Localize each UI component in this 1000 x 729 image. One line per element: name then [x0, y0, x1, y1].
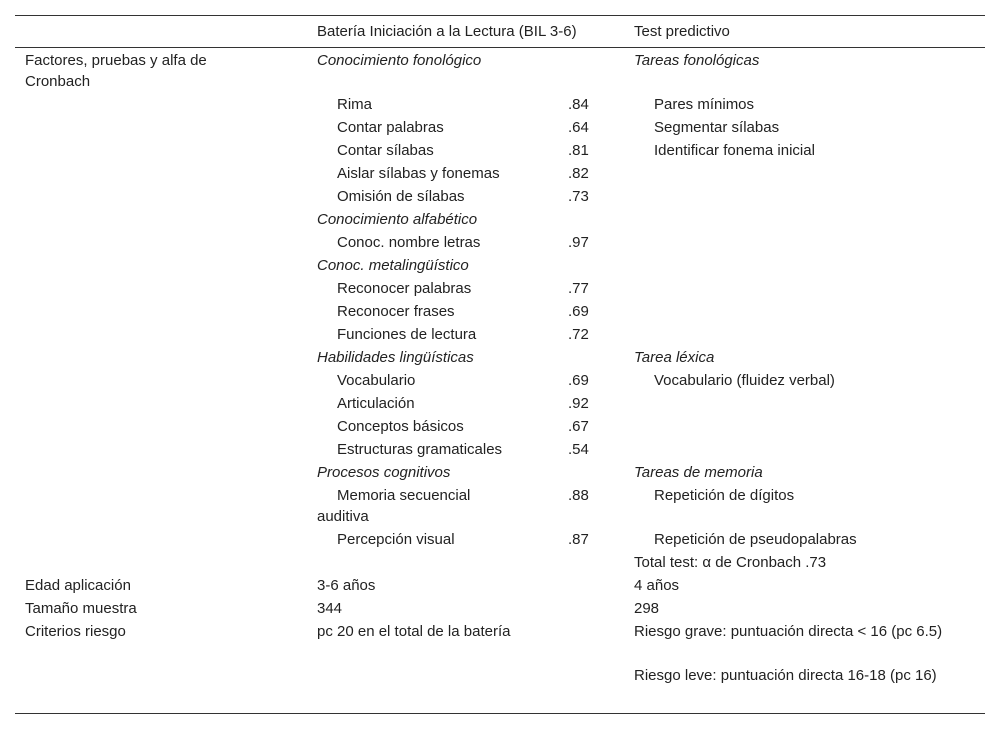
risk-test-mild: Riesgo leve: puntuación directa 16-18 (pc 16) — [634, 667, 937, 684]
test-total: Total test: α de Cronbach .73 — [634, 554, 827, 571]
bil-item-alpha: .87 — [568, 531, 589, 548]
test-item: Identificar fonema inicial — [654, 142, 815, 159]
row-label-factors: Factores, pruebas y alfa de Cronbach — [25, 52, 207, 90]
sample-test: 298 — [634, 600, 660, 617]
table-top-rule — [15, 15, 985, 16]
test-group-name: Tareas de memoria — [634, 464, 763, 481]
table-bottom-rule — [15, 713, 985, 714]
bil-item-alpha: .72 — [568, 326, 589, 343]
bil-item-label: Percepción visual — [337, 531, 455, 548]
bil-item-alpha: .69 — [568, 372, 589, 389]
bil-item-alpha: .73 — [568, 188, 589, 205]
table-header-rule — [15, 47, 985, 48]
row-label-risk: Criterios riesgo — [25, 623, 126, 640]
bil-item-label: Vocabulario — [337, 372, 416, 389]
test-group-name: Tareas fonológicas — [634, 52, 760, 69]
test-group-name: Tarea léxica — [634, 349, 715, 366]
test-item: Pares mínimos — [654, 96, 755, 113]
bil-item-alpha: .82 — [568, 165, 589, 182]
test-item: Repetición de dígitos — [654, 487, 795, 504]
bil-item-label: Aislar sílabas y fonemas — [337, 165, 500, 182]
bil-item-alpha: .54 — [568, 441, 589, 458]
row-label-sample: Tamaño muestra — [25, 600, 137, 617]
test-item: Repetición de pseudopalabras — [654, 531, 857, 548]
bil-item-label: Conceptos básicos — [337, 418, 464, 435]
header-col3: Test predictivo — [634, 23, 730, 40]
bil-item-label: Articulación — [337, 395, 415, 412]
bil-item-alpha: .64 — [568, 119, 589, 136]
bil-group-name: Conocimiento fonológico — [317, 52, 482, 69]
test-item: Segmentar sílabas — [654, 119, 780, 136]
bil-group-name: Habilidades lingüísticas — [317, 349, 474, 366]
bil-group-name: Procesos cognitivos — [317, 464, 451, 481]
bil-item-label: Funciones de lectura — [337, 326, 477, 343]
bil-item-alpha: .84 — [568, 96, 589, 113]
bil-item-alpha: .77 — [568, 280, 589, 297]
sample-bil: 344 — [317, 600, 343, 617]
bil-item-label: Reconocer palabras — [337, 280, 472, 297]
bil-item-label: Omisión de sílabas — [337, 188, 465, 205]
bil-item-alpha: .69 — [568, 303, 589, 320]
bil-item-label: Conoc. nombre letras — [337, 234, 481, 251]
bil-item-label: Rima — [337, 96, 373, 113]
bil-item-alpha: .97 — [568, 234, 589, 251]
bil-item-alpha: .92 — [568, 395, 589, 412]
bil-item-alpha: .88 — [568, 487, 589, 504]
risk-bil: pc 20 en el total de la batería — [317, 623, 511, 640]
bil-item-alpha: .67 — [568, 418, 589, 435]
bil-group-name: Conocimiento alfabético — [317, 211, 478, 228]
bil-item-label: Contar palabras — [337, 119, 444, 136]
bil-item-label: Estructuras gramaticales — [337, 441, 503, 458]
age-test: 4 años — [634, 577, 680, 594]
bil-item-label: Reconocer frases — [337, 303, 455, 320]
bil-item-label: Memoria secuencial auditiva — [317, 487, 471, 525]
header-col2: Batería Iniciación a la Lectura (BIL 3-6) — [317, 23, 577, 40]
row-label-age: Edad aplicación — [25, 577, 131, 594]
bil-group-name: Conoc. metalingüístico — [317, 257, 469, 274]
bil-item-alpha: .81 — [568, 142, 589, 159]
risk-test-severe: Riesgo grave: puntuación directa < 16 (pc 6.5) — [634, 623, 943, 640]
test-item: Vocabulario (fluidez verbal) — [654, 372, 835, 389]
age-bil: 3-6 años — [317, 577, 376, 594]
bil-item-label: Contar sílabas — [337, 142, 434, 159]
